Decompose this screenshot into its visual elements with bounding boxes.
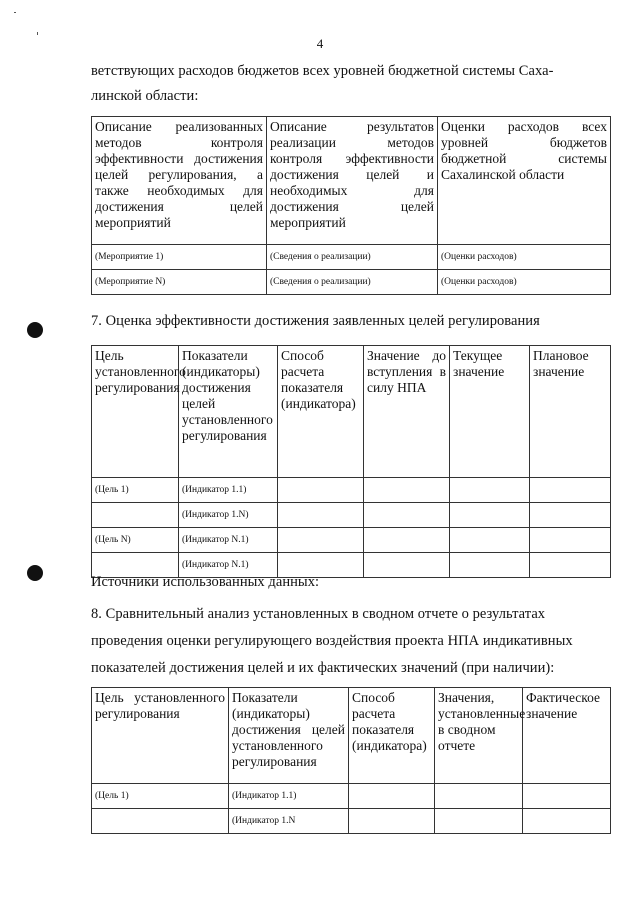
col-header-results: Описание результатов реализации методов контроля эффективности достижения целей и необходимых для достижения целей мероприятий	[267, 117, 438, 245]
col-header-actual: Фактическое значение	[523, 688, 611, 784]
table-cell	[92, 503, 179, 528]
col-header-goal: Цель установленного регулирования	[92, 346, 179, 478]
table-header-row	[92, 117, 611, 245]
col-header-report-values: Значения, установленные в сводном отчете	[435, 688, 523, 784]
page-number: 4	[316, 36, 324, 51]
col-header-before: Значение до вступления в силу НПА	[364, 346, 450, 478]
section-8-line-1: 8. Сравнительный анализ установленных в сводном отчете о результатах	[91, 606, 546, 622]
table-cell: (Индикатор N.1)	[179, 528, 278, 553]
punch-hole	[27, 322, 43, 338]
table-row	[92, 245, 611, 270]
table-cell	[435, 809, 523, 834]
col-header-method: Способ расчета показателя (индикатора)	[349, 688, 435, 784]
table-cell: (Индикатор 1.N	[229, 809, 349, 834]
table-cell	[364, 503, 450, 528]
col-header-method: Способ расчета показателя (индикатора)	[278, 346, 364, 478]
table-goals	[91, 345, 611, 578]
table-cell: (Индикатор 1.1)	[179, 478, 278, 503]
col-header-indicators: Показатели (индикаторы) достижения целей установленного регулирования	[179, 346, 278, 478]
table-cell	[278, 503, 364, 528]
table-cell	[450, 503, 530, 528]
table-header-row	[92, 346, 611, 478]
table-cell	[530, 528, 611, 553]
table-cell	[450, 478, 530, 503]
intro-line-1: ветствующих расходов бюджетов всех уровней бюджетной системы Саха-	[91, 63, 554, 79]
punch-hole	[27, 565, 43, 581]
table-cell	[530, 503, 611, 528]
table-cell	[278, 478, 364, 503]
col-header-indicators: Показатели (индикаторы) достижения целей установленного регулирования	[229, 688, 349, 784]
table-row	[92, 784, 611, 809]
table-cell: (Цель 1)	[92, 784, 229, 809]
col-header-measures: Описание реализованных методов контроля эффективности достижения целей регулирования, а также необходимых для достижения целей мероприятий	[92, 117, 267, 245]
table-cell: (Мероприятие N)	[92, 270, 267, 295]
scan-mark	[14, 12, 16, 13]
table-cell: (Цель N)	[92, 528, 179, 553]
sources-label: Источники использованных данных:	[91, 574, 320, 590]
table-cell	[278, 528, 364, 553]
table-comparison	[91, 687, 611, 834]
col-header-costs: Оценки расходов всех уровней бюджетов бюджетной системы Сахалинской области	[438, 117, 611, 245]
scan-mark	[37, 32, 38, 35]
section-8-line-3: показателей достижения целей и их фактических значений (при наличии):	[91, 660, 555, 676]
col-header-planned: Плановое значение	[530, 346, 611, 478]
table-cell: (Сведения о реализации)	[267, 245, 438, 270]
table-cell: (Индикатор 1.1)	[229, 784, 349, 809]
table-cell: (Мероприятие 1)	[92, 245, 267, 270]
col-header-current: Текущее значение	[450, 346, 530, 478]
table-cell	[523, 809, 611, 834]
table-cell: (Оценки расходов)	[438, 270, 611, 295]
table-cell	[349, 809, 435, 834]
table-cell	[349, 784, 435, 809]
col-header-goal: Цель установленного регулирования	[92, 688, 229, 784]
section-8-line-2: проведения оценки регулирующего воздействия проекта НПА индикативных	[91, 633, 573, 649]
table-cell	[450, 528, 530, 553]
table-row	[92, 270, 611, 295]
table-cell	[435, 784, 523, 809]
table-row	[92, 503, 611, 528]
table-cell: (Цель 1)	[92, 478, 179, 503]
table-cell: (Индикатор 1.N)	[179, 503, 278, 528]
table-header-row	[92, 688, 611, 784]
table-cell	[364, 528, 450, 553]
table-cell: (Оценки расходов)	[438, 245, 611, 270]
intro-line-2: линской области:	[91, 88, 199, 104]
table-row	[92, 809, 611, 834]
table-row	[92, 528, 611, 553]
table-cell: (Сведения о реализации)	[267, 270, 438, 295]
table-cell	[92, 809, 229, 834]
table-measures	[91, 116, 611, 295]
table-row	[92, 478, 611, 503]
section-7-title: 7. Оценка эффективности достижения заявленных целей регулирования	[91, 313, 540, 329]
table-cell	[523, 784, 611, 809]
table-cell	[530, 478, 611, 503]
table-cell	[364, 478, 450, 503]
table-cell: (Индикатор N.1)	[179, 553, 278, 578]
